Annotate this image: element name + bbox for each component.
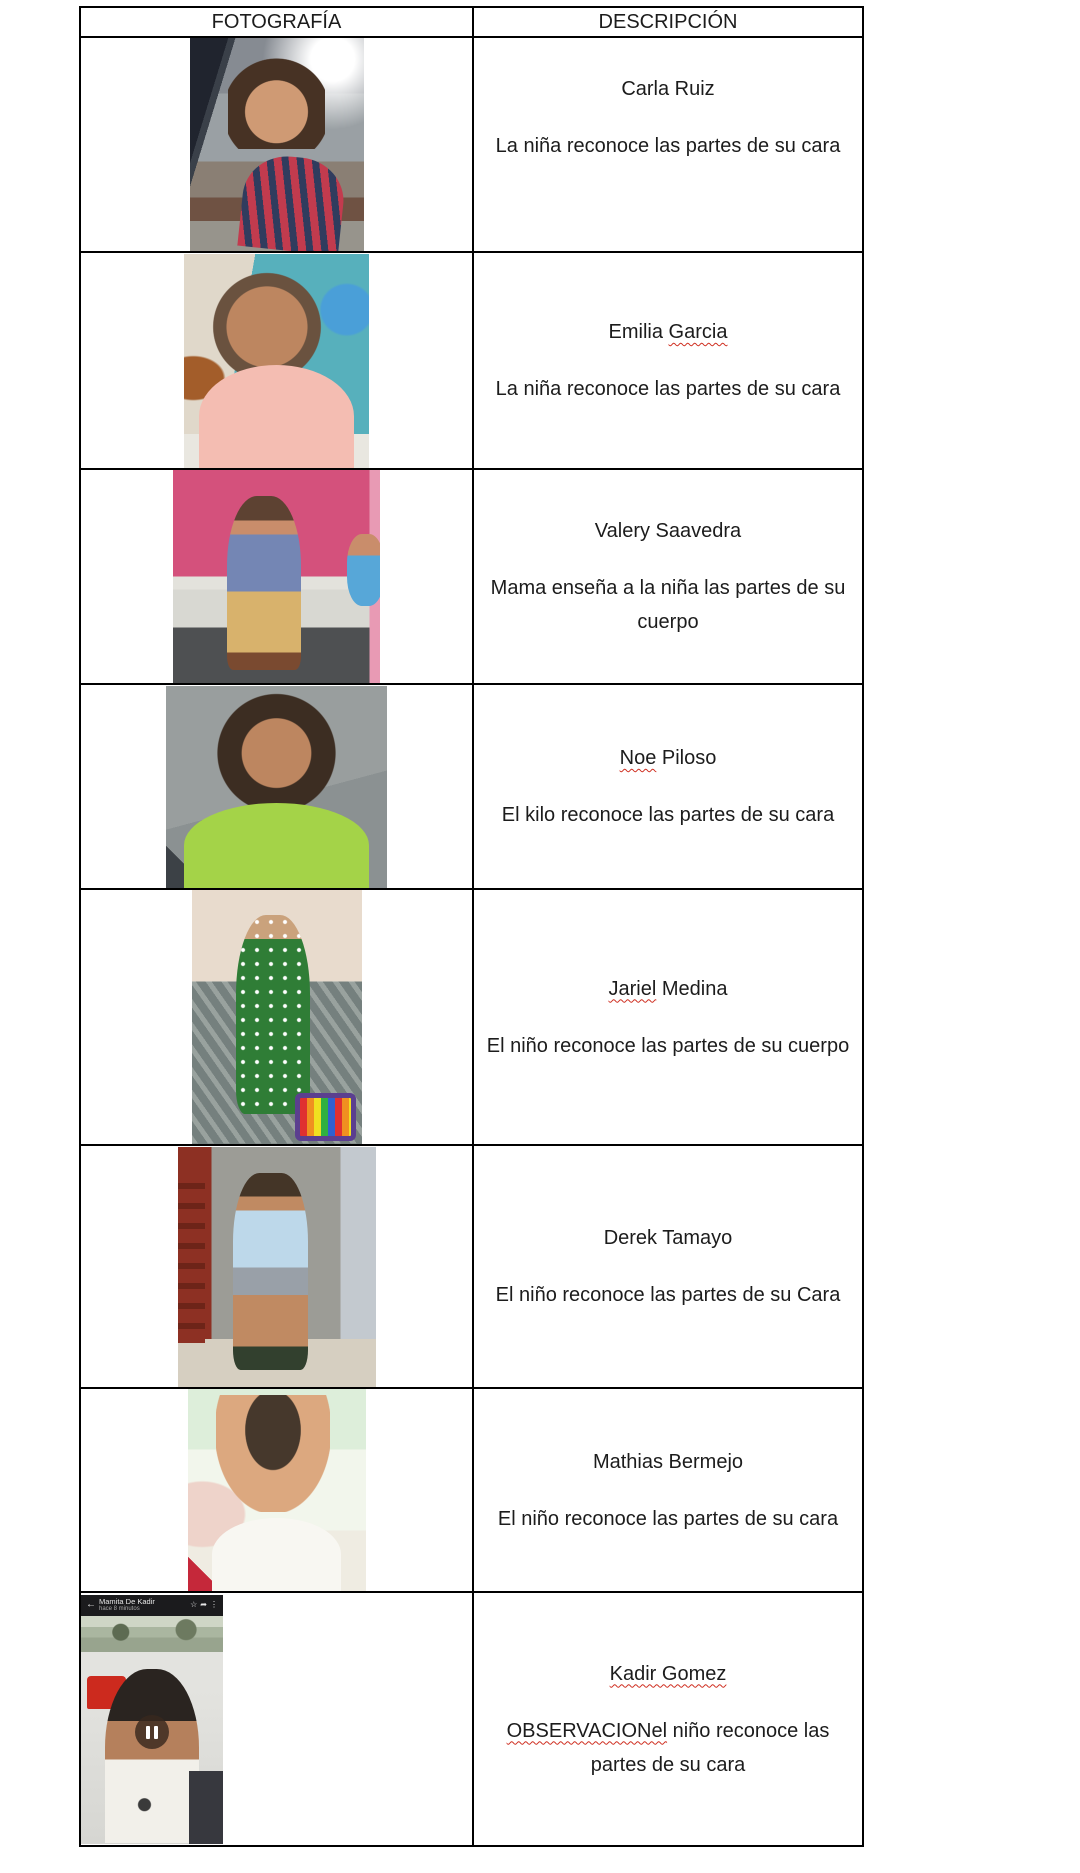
misspelled-text-segment: Garcia [668,321,728,343]
table-header-row [80,7,863,37]
child-name [479,72,857,106]
text-segment: La niña reconoce las partes de su cara [495,378,841,400]
table-row-kadir [80,1592,863,1846]
text-segment: La niña reconoce las partes de su cara [495,135,841,157]
child-name [479,315,857,349]
photo-jariel-medina [192,890,362,1144]
text-segment: El niño reconoce las partes de su cuerpo [486,1034,850,1057]
description-cell [473,684,863,889]
misspelled-text-segment: Noe [619,747,657,769]
photo-cell [80,469,473,684]
video-title: Mamita De Kadir [99,1597,155,1606]
child-name [479,1657,857,1691]
description-cell [473,252,863,469]
back-arrow-icon: ← [86,1599,96,1610]
description-cell [473,1388,863,1592]
video-meta [99,1597,187,1613]
photo-cell [80,889,473,1145]
observation-text [479,1714,857,1782]
observation-text [479,1502,857,1536]
header-descripcion: DESCRIPCIÓN [473,7,863,37]
child-name [479,1445,857,1479]
observation-text [479,1278,857,1312]
share-icon: ➦ [200,1600,207,1609]
observation-text [479,1029,857,1063]
text-segment: Emilia [608,321,669,343]
table-row-noe [80,684,863,889]
observation-table [79,6,864,1847]
misspelled-text-segment: OBSERVACIONel [506,1719,668,1742]
table-row-valery [80,469,863,684]
video-subtitle: hace 8 minutos [99,1606,140,1612]
child-name [479,972,857,1006]
kebab-menu-icon: ⋮ [210,1600,218,1609]
photo-noe-piloso [166,686,387,888]
header-fotografia: FOTOGRAFÍA [80,7,473,37]
observation-text [479,129,857,163]
text-segment: Piloso [656,747,717,769]
table-row-carla [80,37,863,252]
photo-kadir-gomez-video [81,1595,223,1844]
text-segment: Mathias Bermejo [592,1450,744,1473]
observation-text [479,571,857,639]
photo-emilia-garcia [184,254,369,468]
misspelled-text-segment: Kadir Gomez [609,1662,727,1685]
row-description [474,972,862,1063]
video-frame-baby [81,1652,223,1844]
photo-carla-ruiz [190,38,364,251]
photo-cell [80,684,473,889]
text-segment: niño reconoce las partes de su cara [590,1719,830,1776]
photo-valery-saavedra [173,470,380,683]
table-row-mathias [80,1388,863,1592]
photo-cell [80,252,473,469]
table-row-emilia [80,252,863,469]
misspelled-text-segment: Jariel [608,977,657,1000]
description-cell [473,37,863,252]
text-segment: El kilo reconoce las partes de su cara [501,804,835,826]
pause-icon [135,1715,169,1749]
photo-cell [80,37,473,252]
text-segment: Derek Tamayo [603,1227,733,1249]
text-segment: Medina [656,977,728,1000]
text-segment: Valery Saavedra [594,520,742,542]
observation-text [479,798,857,832]
row-description [474,1657,862,1782]
description-cell [473,1145,863,1388]
document-page [79,6,864,1847]
photo-mathias-bermejo [188,1389,366,1591]
description-cell [473,889,863,1145]
text-segment: Mama enseña a la niña las partes de su cuerpo [490,577,846,633]
child-name [479,1221,857,1255]
photo-cell [80,1592,473,1846]
video-frame-outdoor [81,1616,223,1652]
text-segment: El niño reconoce las partes de su Cara [495,1284,841,1306]
observation-text [479,372,857,406]
video-player-appbar [81,1595,223,1616]
star-icon: ☆ [190,1600,198,1609]
row-description [474,741,862,832]
photo-cell [80,1145,473,1388]
child-name [479,741,857,775]
photo-cell [80,1388,473,1592]
row-description [474,1221,862,1312]
row-description [474,514,862,639]
text-segment: Carla Ruiz [621,78,715,100]
photo-derek-tamayo [178,1147,376,1387]
table-row-derek [80,1145,863,1388]
text-segment: El niño reconoce las partes de su cara [497,1507,839,1530]
chair-shape [189,1771,223,1844]
child-name [479,514,857,548]
table-row-jariel [80,889,863,1145]
row-description [474,1445,862,1536]
description-cell [473,1592,863,1846]
row-description [474,315,862,406]
description-cell [473,469,863,684]
baby-figure [105,1669,199,1844]
row-description [474,72,862,163]
